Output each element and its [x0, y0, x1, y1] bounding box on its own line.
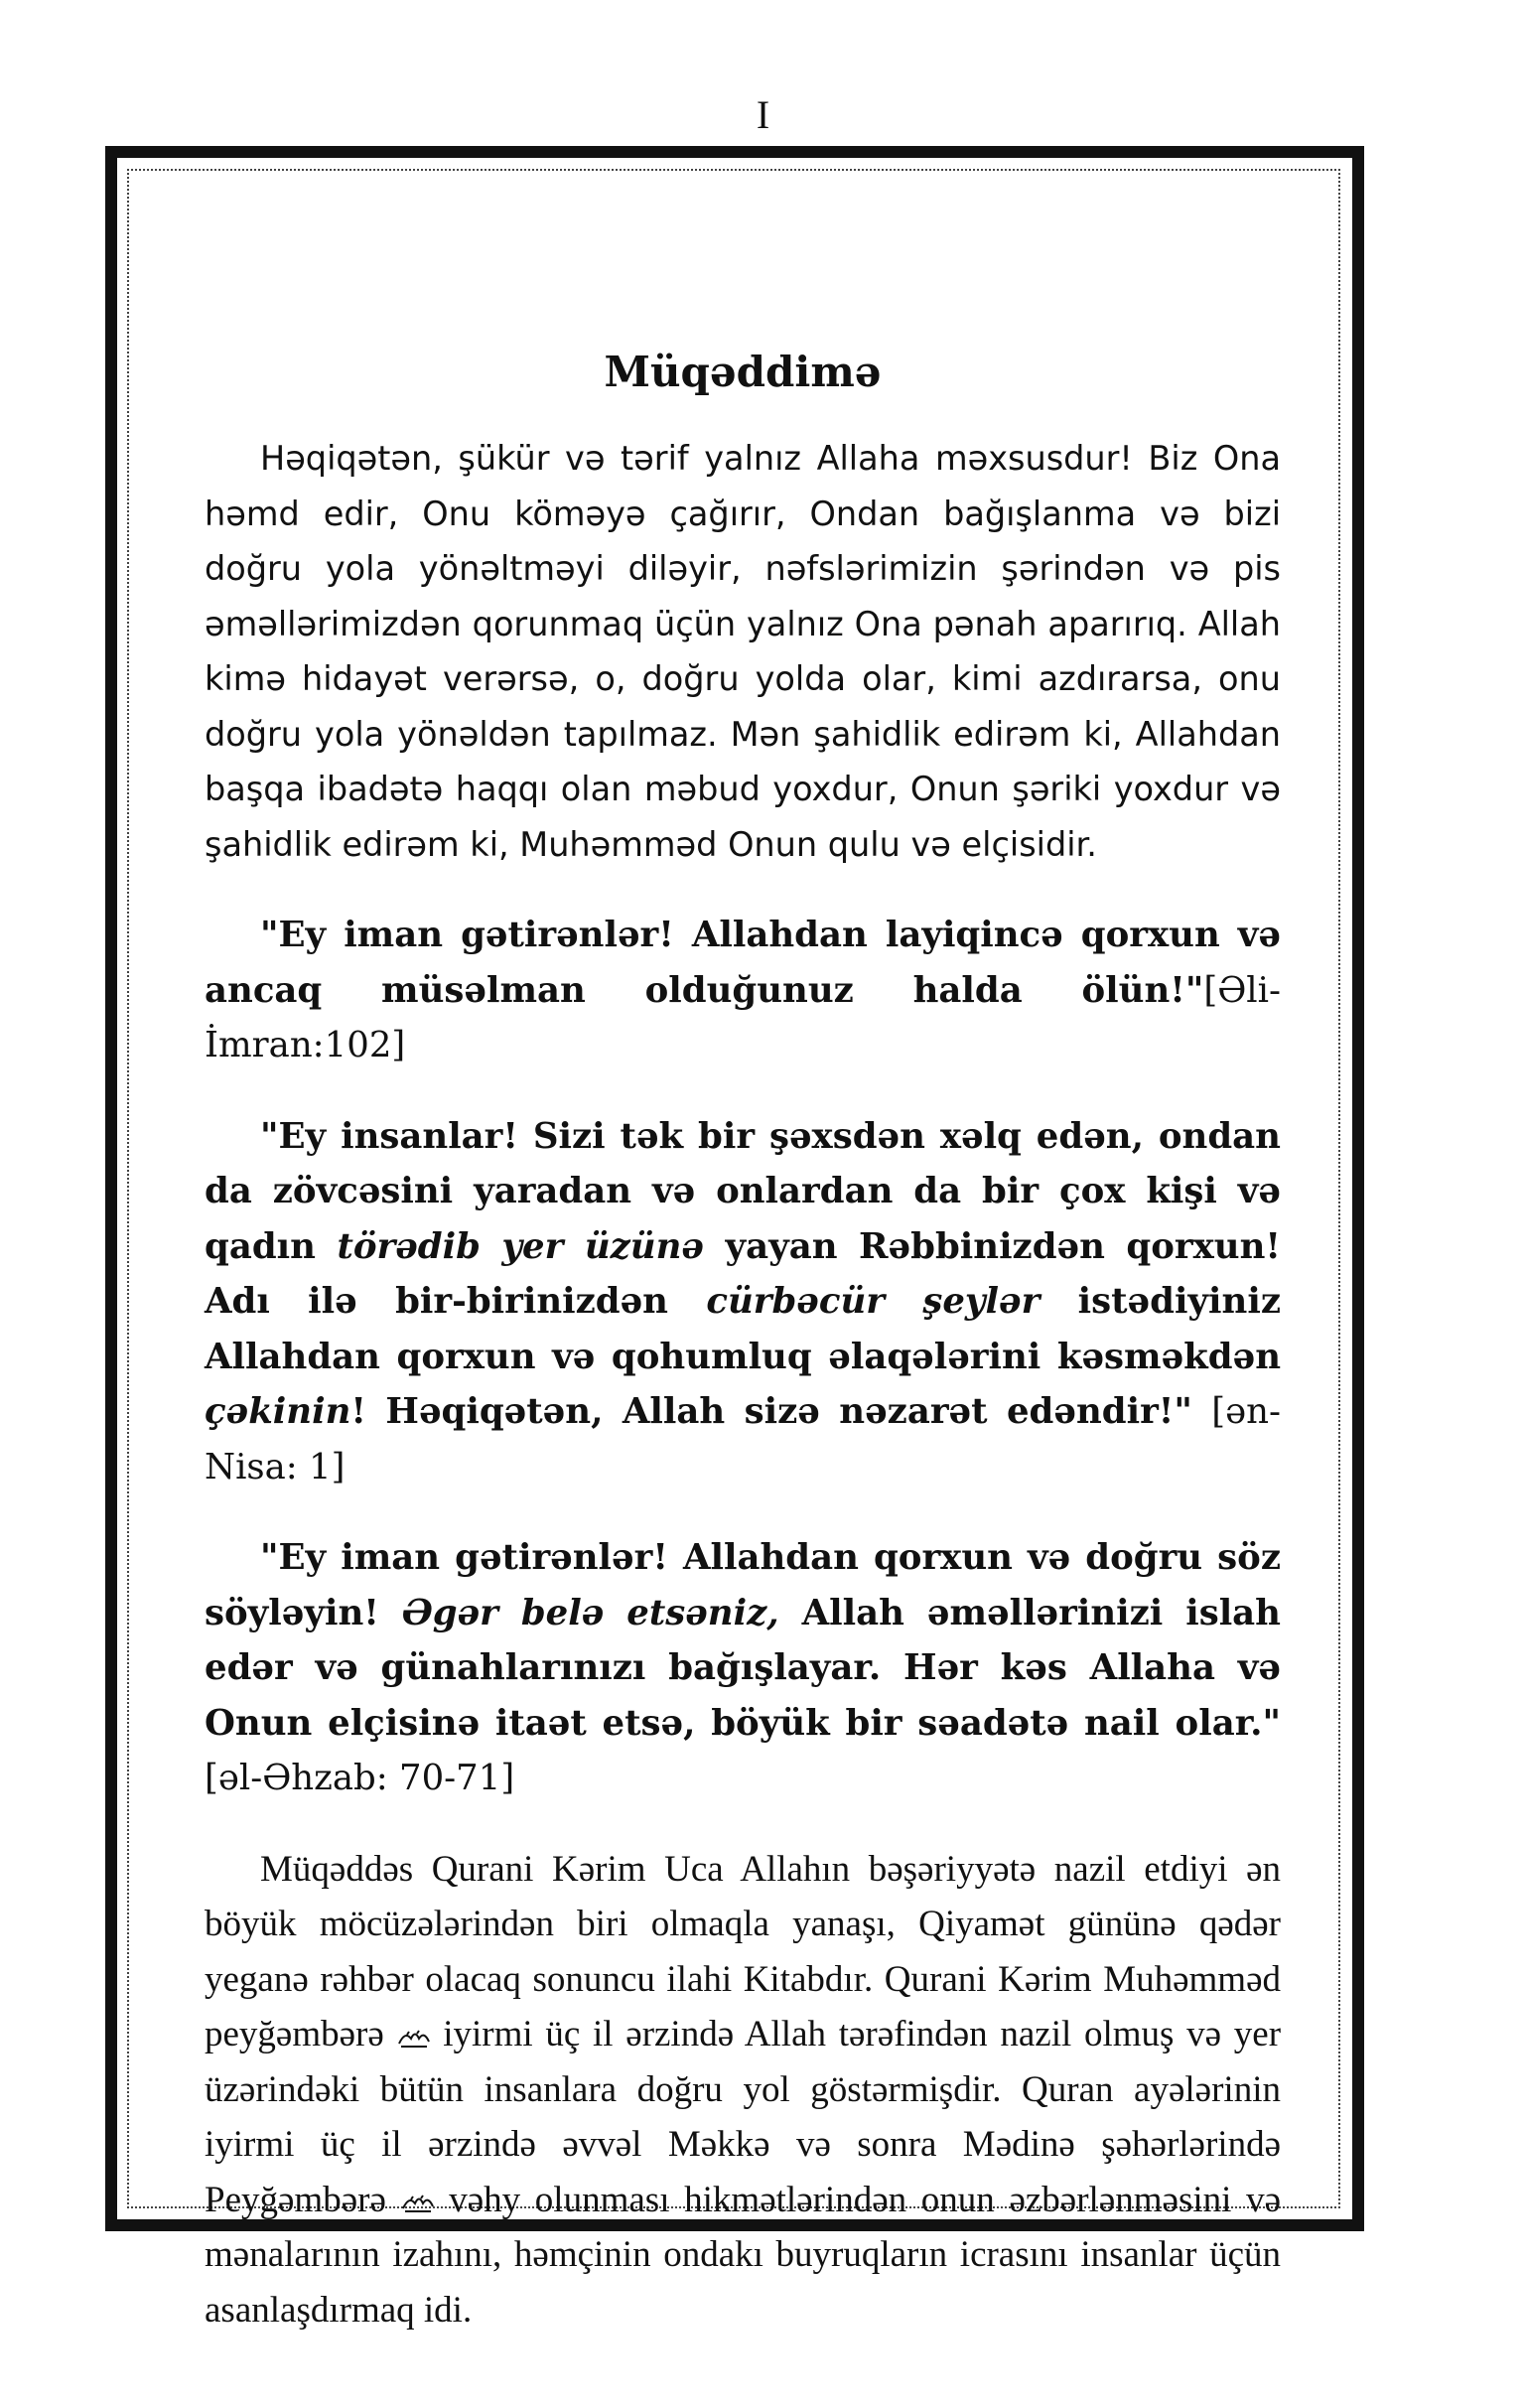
chapter-title: Müqəddimə: [604, 348, 882, 396]
verse-reference: [əl-Əhzab: 70-71]: [205, 1758, 515, 1798]
closing-paragraph: [205, 1842, 1281, 2338]
salawat-seal-icon: [401, 2192, 435, 2213]
page-number: I: [756, 92, 770, 137]
closing-text: Müqəddəs Qurani Kərim Uca Allahın bəşəriyyətə nazil etdiyi ən böyük möcüzələrindən biri olmaqla yanaşı, Qiyamət gününə qədər yeganə rəhbər olacaq sonuncu ilahi Kitabdır. Qurani Kərim Muhəmməd peyğəmbərə: [205, 1848, 1281, 2054]
verse-text: "Ey insanlar! Sizi tək bir şəxsdən xəlq edən, ondan da zövcəsini yaradan və onlardan da bir çox kişi və qadın: [205, 1115, 1281, 1267]
verse-text: yayan Rəbbinizdən qorxun! Adı ilə bir-birinizdən: [205, 1225, 1281, 1322]
verse-ali-imran: [205, 908, 1281, 1073]
verse-reference: [Əli-İmran:102]: [205, 969, 1281, 1065]
verse-text: ! Həqiqətən, Allah sizə nəzarət edəndir!": [350, 1391, 1192, 1432]
intro-paragraph: Həqiqətən, şükür və tərif yalnız Allaha məxsusdur! Biz Ona həmd edir, Onu köməyə çağırır, Ondan bağışlanma və bizi doğru yola yönəltməyi diləyir, nəfslərimizin şərindən və pis əməllərimizdən qorunmaq üçün yalnız Ona pənah aparırıq. Allah kimə hidayət verərsə, o, doğru yolda olar, kimi azdırarsa, onu doğru yola yönəldən tapılmaz. Mən şahidlik edirəm ki, Allahdan başqa ibadətə haqqı olan məbud yoxdur, Onun şəriki yoxdur və şahidlik edirəm ki, Muhəmməd Onun qulu və elçisidir.: [205, 439, 1281, 864]
salawat-seal-icon: [397, 2027, 431, 2049]
page-content: [205, 348, 1281, 2337]
verse-text: istədiyiniz Allahdan qorxun və qohumluq əlaqələrini kəsməkdən: [205, 1281, 1281, 1377]
verse-italic-text: çəkinin: [205, 1391, 351, 1432]
verse-italic-text: Əgər belə etsəniz,: [401, 1592, 779, 1633]
verse-nisa: [205, 1109, 1281, 1495]
verse-reference: [ən-Nisa: 1]: [205, 1391, 1282, 1487]
verse-ahzab: [205, 1530, 1281, 1806]
closing-text: vəhy olunması hikmətlərindən onun əzbərlənməsini və mənalarının izahını, həmçinin ondakı buyruqların icrasını insanlar üçün asanlaşdırmaq idi.: [205, 2179, 1281, 2331]
verse-italic-text: cürbəcür şeylər: [706, 1281, 1040, 1322]
closing-text: iyirmi üç il ərzində Allah tərəfindən nazil olmuş və yer üzərindəki bütün insanlara doğru yol göstərmişdir. Quran ayələrinin iyirmi üç il ərzində əvvəl Məkkə və sonra Mədinə şəhərlərində Peyğəmbərə: [205, 2014, 1282, 2220]
verse-italic-text: törədib yer üzünə: [337, 1225, 704, 1267]
verse-text: "Ey iman gətirənlər! Allahdan layiqincə qorxun və ancaq müsəlman olduğunuz halda ölün!": [205, 915, 1281, 1011]
verse-text: "Ey iman gətirənlər! Allahdan qorxun və doğru söz söyləyin!: [205, 1537, 1281, 1633]
verse-text: Allah əməllərinizi islah edər və günahlarınızı bağışlayar. Hər kəs Allaha və Onun elçisinə itaət etsə, böyük bir səadətə nail olar.": [205, 1592, 1281, 1744]
